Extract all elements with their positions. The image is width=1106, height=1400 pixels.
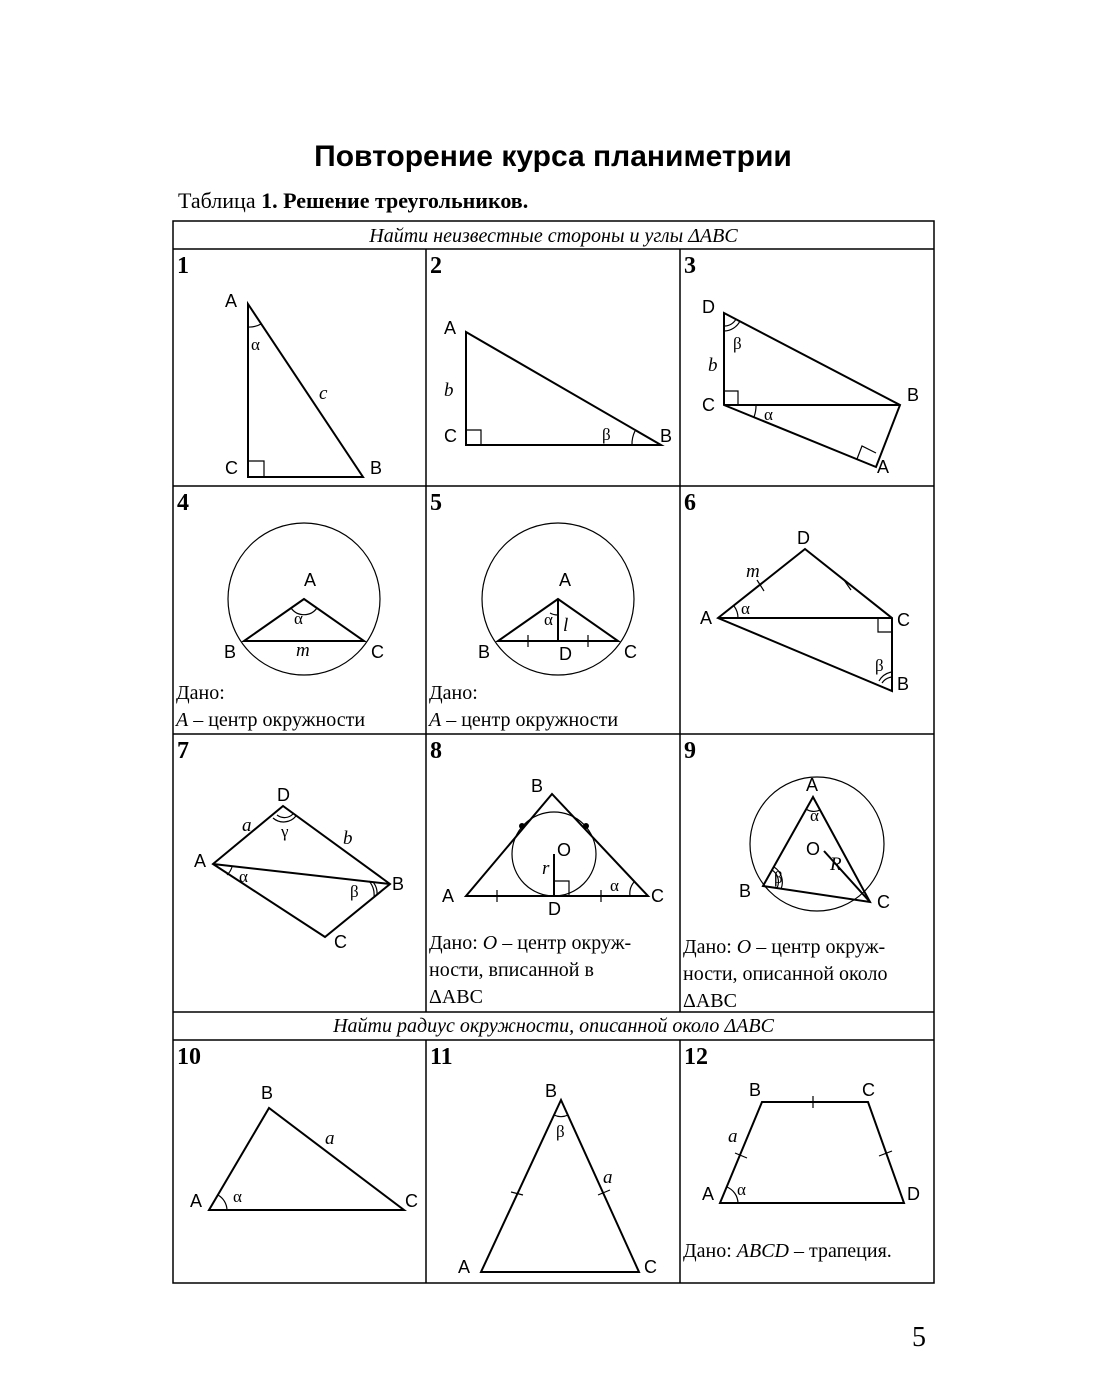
vertex-a: A [194, 851, 207, 871]
height-l: l [563, 615, 569, 636]
angle-alpha: α [737, 1180, 746, 1199]
cell-10 [173, 1040, 426, 1283]
cell-6 [680, 486, 934, 734]
vertex-a: A [458, 1257, 471, 1277]
angle-alpha: α [610, 876, 619, 895]
side-a: a [728, 1126, 738, 1147]
vertex-c: C [405, 1191, 418, 1211]
center-o: O [557, 840, 572, 860]
cell-number: 2 [430, 253, 442, 279]
vertex-c: C [877, 892, 890, 912]
given-line-3: ΔABC [429, 986, 483, 1008]
given-variable: A [429, 709, 442, 731]
figure-quadrilateral [680, 249, 934, 486]
vertex-c: C [644, 1257, 657, 1277]
given-line-2: ности, вписанной в [429, 959, 594, 981]
cell-3 [680, 249, 934, 486]
given-variable: O [736, 936, 752, 958]
vertex-a: A [444, 318, 457, 338]
vertex-c: C [225, 458, 238, 478]
vertex-a: A [877, 457, 890, 477]
given-title: Дано: [429, 682, 478, 704]
given-line-1: – центр окруж- [751, 936, 886, 958]
cell-number: 3 [684, 253, 696, 279]
side-a: a [325, 1128, 335, 1149]
angle-gamma: γ [281, 822, 289, 841]
foot-d: D [559, 644, 572, 664]
given-note [176, 680, 365, 734]
angle-alpha: α [239, 867, 248, 886]
vertex-c: C [371, 642, 384, 662]
vertex-b: B [907, 385, 920, 405]
vertex-b: B [545, 1081, 558, 1101]
vertex-b: B [478, 642, 491, 662]
vertex-a: A [700, 608, 713, 628]
vertex-a: A [304, 570, 317, 590]
side-b: b [444, 380, 454, 401]
vertex-b: B [749, 1080, 762, 1100]
side-a: a [242, 815, 252, 836]
figure-two-triangles [680, 486, 934, 734]
cell-number: 1 [177, 253, 189, 279]
given-note [429, 680, 618, 734]
vertex-b: B [261, 1083, 274, 1103]
figure-triangle [173, 1040, 426, 1283]
given-prefix: Дано: [683, 936, 737, 958]
given-line-3: ΔABC [683, 990, 737, 1012]
cell-1 [173, 249, 426, 486]
cell-11 [426, 1040, 680, 1283]
vertex-a: A [559, 570, 572, 590]
cell-number: 6 [684, 490, 696, 516]
angle-alpha: α [233, 1187, 242, 1206]
vertex-a: A [442, 886, 455, 906]
vertex-c: C [334, 932, 347, 952]
vertex-b: B [531, 776, 544, 796]
given-prefix: Дано: [429, 932, 483, 954]
angle-alpha: α [764, 405, 773, 424]
cell-number: 4 [177, 490, 189, 516]
foot-d: D [548, 899, 561, 919]
page-title: Повторение курса планиметрии [314, 140, 792, 173]
vertex-d: D [797, 528, 810, 548]
given-line-1: – центр окруж- [497, 932, 632, 954]
cell-number: 9 [684, 738, 696, 764]
angle-alpha: α [544, 610, 553, 629]
side-a: a [603, 1167, 613, 1188]
caption-bold: 1. Решение треугольников. [261, 188, 529, 213]
cell-2 [426, 249, 680, 486]
vertex-b: B [370, 458, 383, 478]
vertex-a: A [806, 775, 819, 795]
angle-beta: β [556, 1122, 565, 1141]
cell-number: 11 [430, 1044, 453, 1070]
angle-alpha: α [810, 806, 819, 825]
vertex-c: C [702, 395, 715, 415]
cell-number: 10 [177, 1044, 201, 1070]
section-heading-circumradius: Найти радиус окружности, описанной около ΔABC [333, 1015, 774, 1037]
angle-beta: β [875, 656, 884, 675]
figure-isosceles-triangle [426, 1040, 680, 1283]
vertex-c: C [897, 610, 910, 630]
angle-alpha: α [294, 609, 303, 628]
vertex-a: A [702, 1184, 715, 1204]
vertex-a: A [190, 1191, 203, 1211]
angle-beta: β [733, 334, 742, 353]
given-title: Дано: [176, 682, 225, 704]
given-note [429, 930, 631, 1011]
angle-beta: β [774, 868, 783, 887]
vertex-d: D [907, 1184, 920, 1204]
given-variable: ABCD [736, 1240, 789, 1262]
cell-number: 12 [684, 1044, 708, 1070]
side-b: b [708, 355, 718, 376]
cell-9 [680, 734, 934, 1012]
chord-m: m [296, 640, 310, 661]
cell-7 [173, 734, 426, 1012]
vertex-b: B [224, 642, 237, 662]
given-text: – центр окружности [188, 709, 366, 731]
angle-beta: β [350, 882, 359, 901]
given-line-2: ности, описанной около [683, 963, 888, 985]
cell-8 [426, 734, 680, 1012]
vertex-c: C [624, 642, 637, 662]
given-text: – центр окружности [441, 709, 619, 731]
vertex-c: C [444, 426, 457, 446]
vertex-c: C [862, 1080, 875, 1100]
page-number: 5 [912, 1322, 926, 1353]
section-heading-sides-angles: Найти неизвестные стороны и углы ΔABC [369, 225, 738, 247]
vertex-b: B [897, 674, 910, 694]
figure-right-triangle [173, 249, 426, 486]
given-note [683, 934, 887, 1015]
given-text: – трапеция. [789, 1240, 892, 1262]
cell-12 [680, 1040, 934, 1283]
angle-beta: β [602, 425, 611, 444]
vertex-c: C [651, 886, 664, 906]
caption-prefix: Таблица [178, 188, 262, 213]
center-o: O [806, 839, 821, 859]
figure-right-triangle [426, 249, 680, 486]
cell-number: 7 [177, 738, 189, 764]
given-variable: A [176, 709, 189, 731]
cell-4 [173, 486, 426, 734]
vertex-b: B [660, 426, 673, 446]
given-note [683, 1238, 892, 1265]
given-variable: O [482, 932, 498, 954]
vertex-d: D [277, 785, 290, 805]
vertex-b: B [392, 874, 405, 894]
vertex-b: B [739, 881, 752, 901]
vertex-a: A [225, 291, 238, 311]
given-prefix: Дано: [683, 1240, 737, 1262]
cell-number: 5 [430, 490, 442, 516]
side-c: c [319, 383, 328, 404]
vertex-d: D [702, 297, 715, 317]
side-b: b [343, 828, 353, 849]
figure-quadrilateral-diagonal [173, 734, 426, 1012]
radius-r: r [542, 858, 550, 879]
side-m: m [746, 561, 760, 582]
angle-alpha: α [251, 335, 260, 354]
cell-5 [426, 486, 680, 734]
cell-number: 8 [430, 738, 442, 764]
radius-r: R [830, 854, 842, 875]
angle-alpha: α [741, 599, 750, 618]
